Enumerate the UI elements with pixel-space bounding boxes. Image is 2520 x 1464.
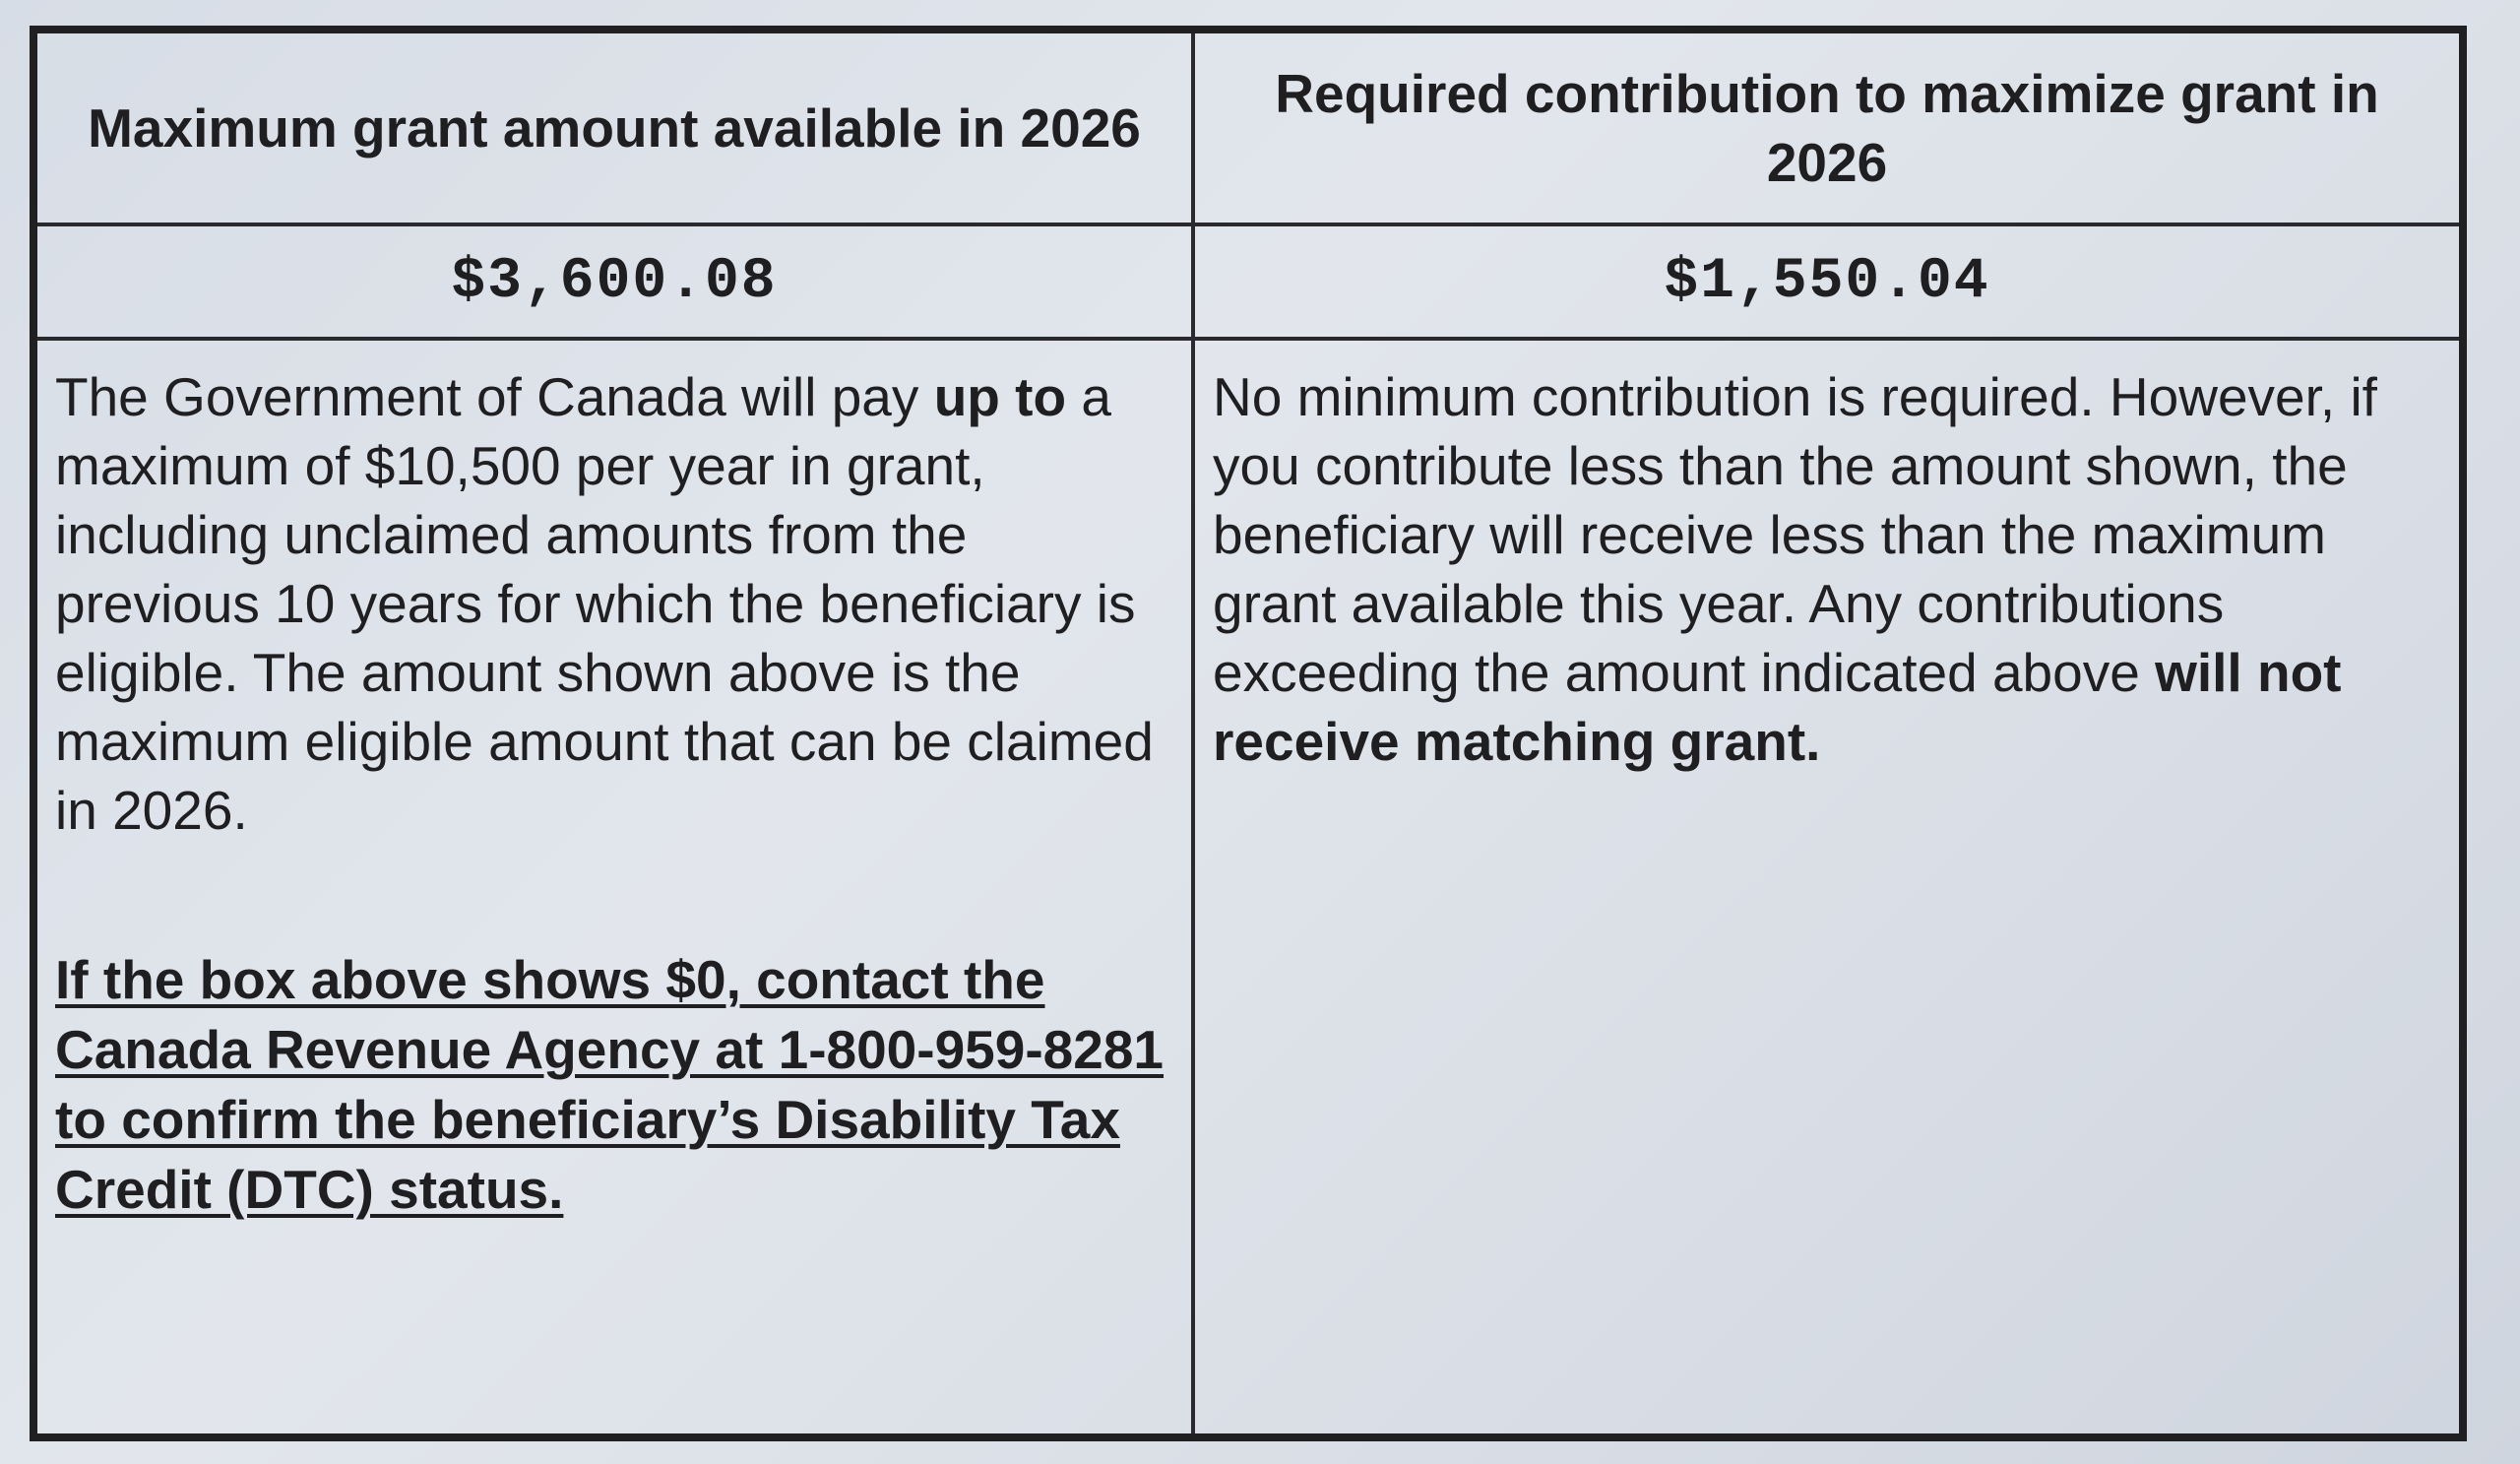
- header-required-contribution: Required contribution to maximize grant in 2026: [1195, 33, 2459, 226]
- dtc-notice: If the box above shows $0, contact the Canada Revenue Agency at 1-800-959-8281 to confirm the beneficiary’s Disability Tax Credit (DTC) status.: [55, 949, 1165, 1220]
- header-max-grant: Maximum grant amount available in 2026: [37, 33, 1195, 226]
- max-grant-paragraph: [55, 362, 1177, 845]
- grant-table: [30, 26, 2467, 1441]
- max-grant-text-2: a maximum of $10,500 per year in grant, including unclaimed amounts from the previous 10 years for which the beneficiary is eligible. The amount shown above is the maximum eligible amount that can be claimed in 2026.: [55, 366, 1154, 841]
- max-grant-text-1: The Government of Canada will pay: [55, 366, 934, 427]
- contribution-description: [1195, 341, 2459, 1433]
- max-grant-bold-up-to: up to: [933, 366, 1067, 427]
- max-grant-description: [37, 341, 1195, 1433]
- max-grant-amount: $3,600.08: [37, 226, 1195, 341]
- contribution-paragraph: [1213, 362, 2445, 776]
- required-contribution-amount: $1,550.04: [1195, 226, 2459, 341]
- contribution-bold-warning: will not receive matching grant.: [1213, 642, 2342, 772]
- contribution-text-1: No minimum contribution is required. However, if you contribute less than the amount shown, the beneficiary will receive less than the maximum grant available this year. Any contributions exceeding the amount indicated above: [1213, 366, 2377, 703]
